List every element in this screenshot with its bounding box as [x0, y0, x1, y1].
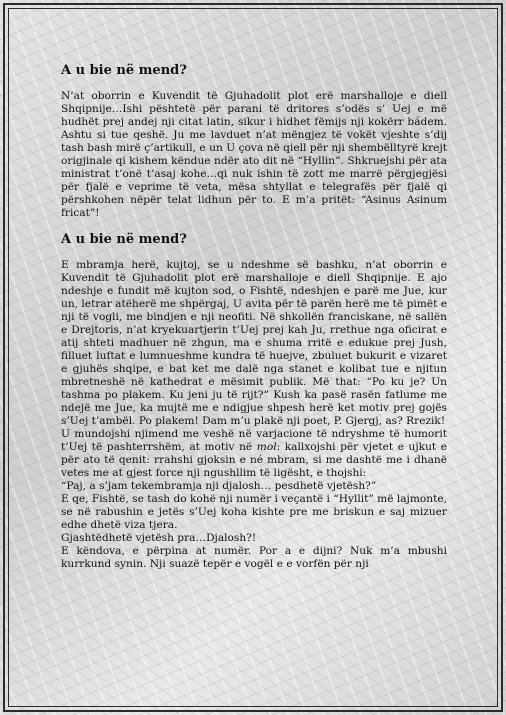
- document-body: [61, 63, 447, 571]
- section-heading-2: A u bie në mend?: [61, 232, 187, 247]
- paragraph-4: E qe, Fishtë, se tash do kohë nji numër i veçantë i “Hyllit” më lajmonte, se në rabushin e jetës s’Uej koha kishte pre me briskun e saj mizuer edhe dhetë viza tjera.: [61, 493, 447, 531]
- paragraph-5: E këndova, e përpina at numër. Por a e dijni? Nuk m’a mbushi kurrkund synin. Nji suazë tepër e vogël e e vorfën për nji: [61, 545, 447, 570]
- section-heading-1: A u bie në mend?: [61, 63, 187, 78]
- short-line: Gjashtëdhetë vjetësh pra…Djalosh?!: [61, 532, 257, 544]
- paragraph-3-italic: mol: [256, 441, 277, 453]
- paragraph-3: [61, 428, 447, 480]
- paragraph-1: N’at oborrin e Kuvendit të Gjuhadolit plot erë marshalloje e diell Shqipnije…Ishi pështetë për parani të dritores s’odës s’ Uej e më hudhët prej andej nji citat latin, sikur i hidhet fëmijs nji kokërr bádem. Ashtu si tue qeshë. Ju me lavduet n’at mëngjez të vokët vjeshte s’dij tash bash mirë ç’artikull, e un U çova në qiell për nji shembëlltyrë krejt origjinale qi kishem këndue ndër ato dit në “Hyllin”. Shkruejshi për ata ministrat t’onë t’asaj kohe…qi nuk ishin të zott me marrë përgjegjësi për fjalë e veprime të veta, mësa shtyllat e telegrafës për fjalë qi përshkohen nëpër telat lidhun për to. E m’a pritët: “Asinus Asinum fricat”!: [61, 90, 447, 219]
- quote-line: “Paj, a s’jam tekembramja nji djalosh… pesdhetë vjetësh?”: [61, 480, 377, 492]
- paragraph-2: E mbramja herë, kujtoj, se u ndeshme së bashku, n’at oborrin e Kuvendit të Gjuhadolit plot erë marshalloje e diell Shqipnije. E ajo ndeshje e fundit më kujton sod, o Fishtë, ndeshjen e parë me Jue, kur un, letrar atëherë me shpërgaj, U avita për të parën herë me të pimët e nji të vogli, me bindjen e nji neofiti. Në shkollën franciskane, në sallën e Drejtoris, n’at kryekuartjerin t’Uej prej kah Ju, rrethue nga oficirat e atij shteti madhuer në zhgun, ma e shuma rritë e edukue prej Jush, filluet luftat e lumnueshme kundra të huejve, zbuluet bukurit e vizaret e gjuhës shqipe, e bat ket me dalë nga stanet e kolibat tue e njitun mbretneshë në kathedrat e mësimit publik. Më that: “Po ku je? Un tashma po plakem. Ku jeni ju të rijt?” Kush ka pasë rasën fatlume me ndejë me Jue, ka mujtë me e ndigjue shpesh herë ket motiv prej gojës s’Uej t’ambël. Po plakem! Dam m’u plakë nji poet, P. Gjergj, as? Rrezik!: [61, 259, 447, 427]
- paragraph-3-text-a: U mundojshi njimend me veshë në varjacione të ndryshme të humorit t’Uej të pashterrshëm, at motiv në: [61, 428, 447, 453]
- paragraph-3-text-b: : kallxojshi për vjetet e ujkut e për ato të qenit: rrahshi gjoksin e né mbram, si me dashtë me i dhanë vetes me at gjest force nji ngushllim të ligësht, e thojshi:: [61, 441, 448, 479]
